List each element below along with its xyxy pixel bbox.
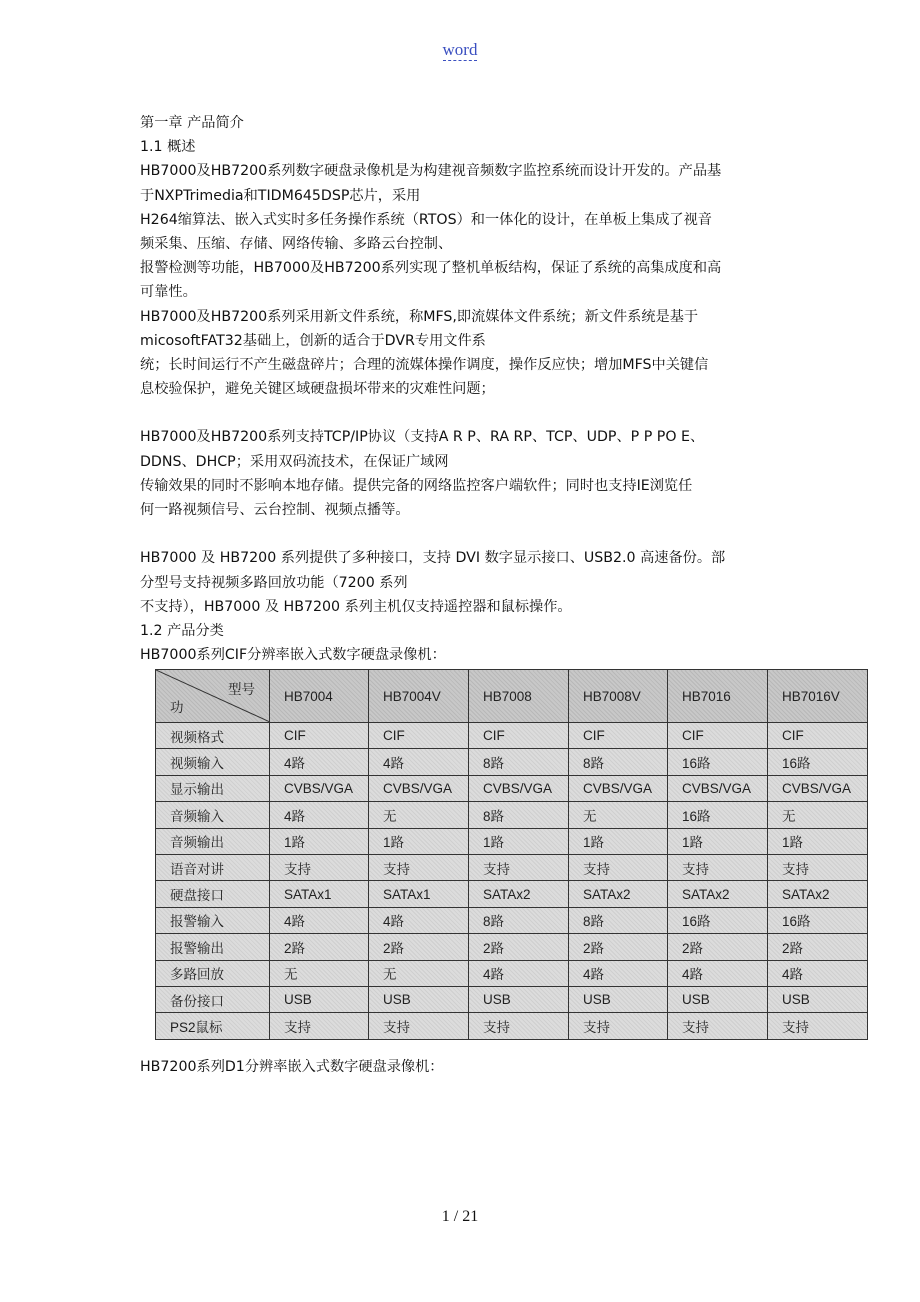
value-cell: 支持 xyxy=(369,854,469,880)
table-row xyxy=(156,934,868,960)
value-cell: 支持 xyxy=(668,854,768,880)
value-cell: 1路 xyxy=(668,828,768,854)
header-word-link[interactable] xyxy=(0,40,920,60)
value-cell: 1路 xyxy=(369,828,469,854)
feature-cell: PS2鼠标 xyxy=(156,1013,270,1039)
value-cell: 2路 xyxy=(369,934,469,960)
feature-cell: 报警输入 xyxy=(156,907,270,933)
value-cell: USB xyxy=(369,986,469,1012)
table-row xyxy=(156,854,868,880)
value-cell: 4路 xyxy=(270,907,369,933)
value-cell: 支持 xyxy=(768,1013,868,1039)
value-cell: CVBS/VGA xyxy=(369,775,469,801)
value-cell: 16路 xyxy=(768,749,868,775)
paragraph-line: H264缩算法、嵌入式实时多任务操作系统（RTOS）和一体化的设计，在单板上集成了视音 xyxy=(140,211,712,228)
value-cell: 4路 xyxy=(270,802,369,828)
page-number: 1 / 21 xyxy=(441,1208,479,1225)
value-cell: USB xyxy=(569,986,668,1012)
value-cell: 支持 xyxy=(369,1013,469,1039)
paragraph-line: micosoftFAT32基础上，创新的适合于DVR专用文件系 xyxy=(140,332,486,349)
table-row xyxy=(156,775,868,801)
paragraph-line: 息校验保护，避免关键区域硬盘损坏带来的灾难性问题； xyxy=(140,381,495,398)
value-cell: 支持 xyxy=(469,1013,569,1039)
feature-cell: 视频格式 xyxy=(156,723,270,749)
value-cell: USB xyxy=(668,986,768,1012)
value-cell: 2路 xyxy=(469,934,569,960)
value-cell: 无 xyxy=(369,802,469,828)
hb7200-intro: HB7200系列D1分辨率嵌入式数字硬盘录像机： xyxy=(140,1059,444,1075)
header-word-text[interactable]: word xyxy=(442,40,478,59)
value-cell: SATAx2 xyxy=(768,881,868,907)
paragraph-network xyxy=(140,425,790,522)
value-cell: 4路 xyxy=(768,960,868,986)
section-1-2-heading: 1.2 产品分类 xyxy=(140,622,224,639)
value-cell: SATAx2 xyxy=(569,881,668,907)
value-cell: 支持 xyxy=(569,854,668,880)
value-cell: 支持 xyxy=(668,1013,768,1039)
value-cell: CIF xyxy=(569,723,668,749)
paragraph-line: 不支持），HB7000 及 HB7200 系列主机仅支持遥控器和鼠标操作。 xyxy=(140,598,572,615)
value-cell: USB xyxy=(469,986,569,1012)
value-cell: SATAx1 xyxy=(369,881,469,907)
paragraph-line: 频采集、压缩、存储、网络传输、多路云台控制、 xyxy=(140,235,453,252)
value-cell: 8路 xyxy=(569,749,668,775)
value-cell: 8路 xyxy=(469,749,569,775)
value-cell: 无 xyxy=(369,960,469,986)
table-row xyxy=(156,802,868,828)
value-cell: 1路 xyxy=(768,828,868,854)
paragraph-overview xyxy=(140,159,790,401)
value-cell: CIF xyxy=(469,723,569,749)
value-cell: 2路 xyxy=(270,934,369,960)
value-cell: 16路 xyxy=(768,907,868,933)
value-cell: CVBS/VGA xyxy=(668,775,768,801)
value-cell: 4路 xyxy=(369,907,469,933)
paragraph-line: 可靠性。 xyxy=(140,284,197,301)
feature-cell: 备份接口 xyxy=(156,986,270,1012)
spec-table xyxy=(155,669,868,1040)
document-body xyxy=(140,111,790,667)
paragraph-line: 于NXPTrimedia和TIDM645DSP芯片，采用 xyxy=(140,187,421,204)
value-cell: 1路 xyxy=(469,828,569,854)
feature-cell: 多路回放 xyxy=(156,960,270,986)
value-cell: 1路 xyxy=(270,828,369,854)
model-header: HB7008V xyxy=(569,670,668,723)
value-cell: 4路 xyxy=(369,749,469,775)
value-cell: 支持 xyxy=(569,1013,668,1039)
value-cell: USB xyxy=(270,986,369,1012)
value-cell: 支持 xyxy=(270,1013,369,1039)
value-cell: CIF xyxy=(668,723,768,749)
value-cell: 无 xyxy=(270,960,369,986)
value-cell: 2路 xyxy=(668,934,768,960)
feature-cell: 语音对讲 xyxy=(156,854,270,880)
value-cell: SATAx2 xyxy=(469,881,569,907)
value-cell: 支持 xyxy=(270,854,369,880)
corner-label-model: 型号 xyxy=(228,682,255,697)
table-row xyxy=(156,1013,868,1039)
paragraph-line: DDNS、DHCP；采用双码流技术，在保证广域网 xyxy=(140,453,449,470)
value-cell: 4路 xyxy=(668,960,768,986)
value-cell: CIF xyxy=(369,723,469,749)
value-cell: CIF xyxy=(768,723,868,749)
model-header: HB7016 xyxy=(668,670,768,723)
value-cell: 16路 xyxy=(668,802,768,828)
paragraph-line: HB7000 及 HB7200 系列提供了多种接口，支持 DVI 数字显示接口、USB2.0 高速备份。部 xyxy=(140,550,726,567)
table-row xyxy=(156,749,868,775)
value-cell: SATAx1 xyxy=(270,881,369,907)
paragraph-line: 何一路视频信号、云台控制、视频点播等。 xyxy=(140,502,410,518)
paragraph-line: HB7000及HB7200系列支持TCP/IP协议（支持A R P、RA RP、TCP、UDP、P P PO E、 xyxy=(140,429,705,446)
paragraph-line: 统；长时间运行不产生磁盘碎片；合理的流媒体操作调度，操作反应快；增加MFS中关键信 xyxy=(140,356,709,373)
section-1-1-heading: 1.1 概述 xyxy=(140,139,196,156)
value-cell: 16路 xyxy=(668,749,768,775)
model-header: HB7004V xyxy=(369,670,469,723)
value-cell: 1路 xyxy=(569,828,668,854)
corner-label-function: 功 xyxy=(170,700,184,715)
value-cell: CIF xyxy=(270,723,369,749)
paragraph-line: HB7000及HB7200系列采用新文件系统，称MFS,即流媒体文件系统；新文件系统是基于 xyxy=(140,308,699,325)
value-cell: 支持 xyxy=(768,854,868,880)
value-cell: 8路 xyxy=(469,907,569,933)
value-cell: 8路 xyxy=(569,907,668,933)
value-cell: SATAx2 xyxy=(668,881,768,907)
value-cell: CVBS/VGA xyxy=(270,775,369,801)
chapter-title: 第一章 产品简介 xyxy=(140,115,244,131)
table-row xyxy=(156,723,868,749)
blank-line xyxy=(140,401,790,425)
value-cell: 无 xyxy=(569,802,668,828)
model-header: HB7004 xyxy=(270,670,369,723)
paragraph-line: 报警检测等功能，HB7000及HB7200系列实现了整机单板结构，保证了系统的高集成度和高 xyxy=(140,260,722,277)
model-header: HB7016V xyxy=(768,670,868,723)
table-row xyxy=(156,960,868,986)
feature-cell: 显示输出 xyxy=(156,775,270,801)
table-row xyxy=(156,986,868,1012)
value-cell: USB xyxy=(768,986,868,1012)
table-body xyxy=(156,723,868,1040)
spec-table-wrapper xyxy=(155,669,867,1040)
value-cell: CVBS/VGA xyxy=(768,775,868,801)
feature-cell: 音频输出 xyxy=(156,828,270,854)
model-header: HB7008 xyxy=(469,670,569,723)
paragraph-line: 传输效果的同时不影响本地存储。提供完备的网络监控客户端软件；同时也支持IE浏览任 xyxy=(140,477,693,494)
paragraph-line: HB7000及HB7200系列数字硬盘录像机是为构建视音频数字监控系统而设计开发的。产品基 xyxy=(140,163,722,180)
value-cell: 8路 xyxy=(469,802,569,828)
feature-cell: 音频输入 xyxy=(156,802,270,828)
feature-cell: 报警输出 xyxy=(156,934,270,960)
table-header-row xyxy=(156,670,868,723)
table-corner-cell xyxy=(156,670,270,723)
value-cell: 2路 xyxy=(768,934,868,960)
value-cell: 4路 xyxy=(469,960,569,986)
value-cell: 4路 xyxy=(270,749,369,775)
value-cell: 无 xyxy=(768,802,868,828)
value-cell: 16路 xyxy=(668,907,768,933)
value-cell: 支持 xyxy=(469,854,569,880)
feature-cell: 视频输入 xyxy=(156,749,270,775)
table-row xyxy=(156,881,868,907)
value-cell: 2路 xyxy=(569,934,668,960)
table-row xyxy=(156,828,868,854)
value-cell: CVBS/VGA xyxy=(469,775,569,801)
blank-line xyxy=(140,522,790,546)
paragraph-interfaces xyxy=(140,546,790,619)
feature-cell: 硬盘接口 xyxy=(156,881,270,907)
table-intro: HB7000系列CIF分辨率嵌入式数字硬盘录像机： xyxy=(140,647,446,664)
paragraph-line: 分型号支持视频多路回放功能（7200 系列 xyxy=(140,574,408,591)
value-cell: 4路 xyxy=(569,960,668,986)
table-row xyxy=(156,907,868,933)
value-cell: CVBS/VGA xyxy=(569,775,668,801)
